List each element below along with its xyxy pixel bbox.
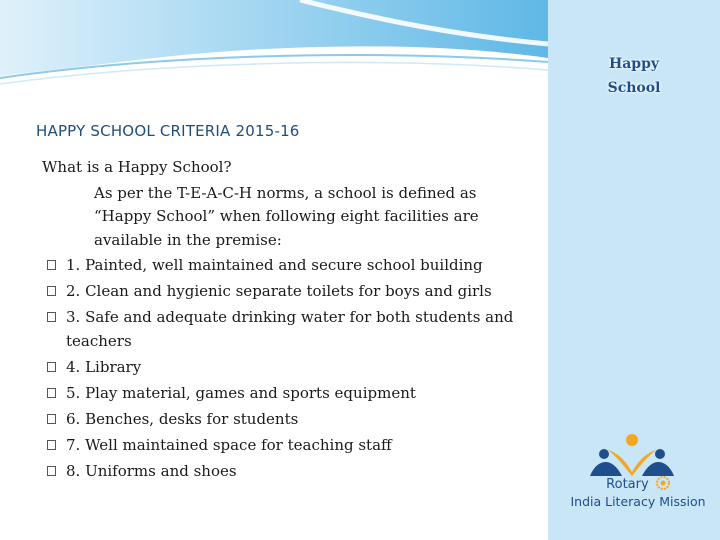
criteria-text: 6. Benches, desks for students — [66, 409, 299, 428]
criteria-text: 2. Clean and hygienic separate toilets for boys and girls — [66, 282, 492, 300]
criteria-item — [42, 434, 532, 458]
criteria-item — [42, 460, 532, 484]
criteria-item — [42, 280, 532, 304]
logo-mission-text: India Literacy Mission — [570, 494, 706, 509]
side-title-line1: Happy — [608, 56, 659, 72]
side-panel-title — [548, 52, 720, 100]
checkbox-bullet-icon — [47, 440, 56, 450]
criteria-text: 5. Play material, games and sports equipment — [66, 383, 416, 402]
checkbox-bullet-icon — [47, 312, 56, 322]
criteria-list — [42, 254, 532, 483]
criteria-text: 1. Painted, well maintained and secure school building — [66, 256, 483, 274]
intro-text: As per the T-E-A-C-H norms, a school is defined as “Happy School” when following eight facilities are available in the premise: — [94, 183, 479, 249]
criteria-item — [42, 408, 532, 432]
checkbox-bullet-icon — [47, 388, 56, 398]
checkbox-bullet-icon — [47, 286, 56, 296]
side-title-line2: School — [607, 80, 661, 96]
people-emblem-icon — [560, 432, 716, 478]
checkbox-bullet-icon — [47, 414, 56, 424]
criteria-item — [42, 306, 532, 353]
rotary-wheel-icon — [656, 476, 670, 490]
checkbox-bullet-icon — [47, 260, 56, 270]
checkbox-bullet-icon — [47, 466, 56, 476]
question-text: What is a Happy School? — [42, 158, 232, 176]
logo-line1: Rotary — [606, 477, 649, 492]
page-heading: HAPPY SCHOOL CRITERIA 2015-16 — [36, 122, 300, 140]
rotary-literacy-logo — [560, 432, 716, 516]
header-swoosh-decoration — [0, 0, 548, 90]
checkbox-bullet-icon — [47, 362, 56, 372]
criteria-item — [42, 254, 532, 278]
criteria-text: 4. Library — [66, 357, 142, 376]
criteria-text: 8. Uniforms and shoes — [66, 461, 237, 480]
criteria-item — [42, 356, 532, 380]
logo-rotary-text — [560, 476, 716, 492]
criteria-item — [42, 382, 532, 406]
main-content — [42, 156, 532, 486]
criteria-text: 3. Safe and adequate drinking water for both students and teachers — [66, 308, 514, 350]
criteria-text: 7. Well maintained space for teaching staff — [66, 435, 392, 454]
